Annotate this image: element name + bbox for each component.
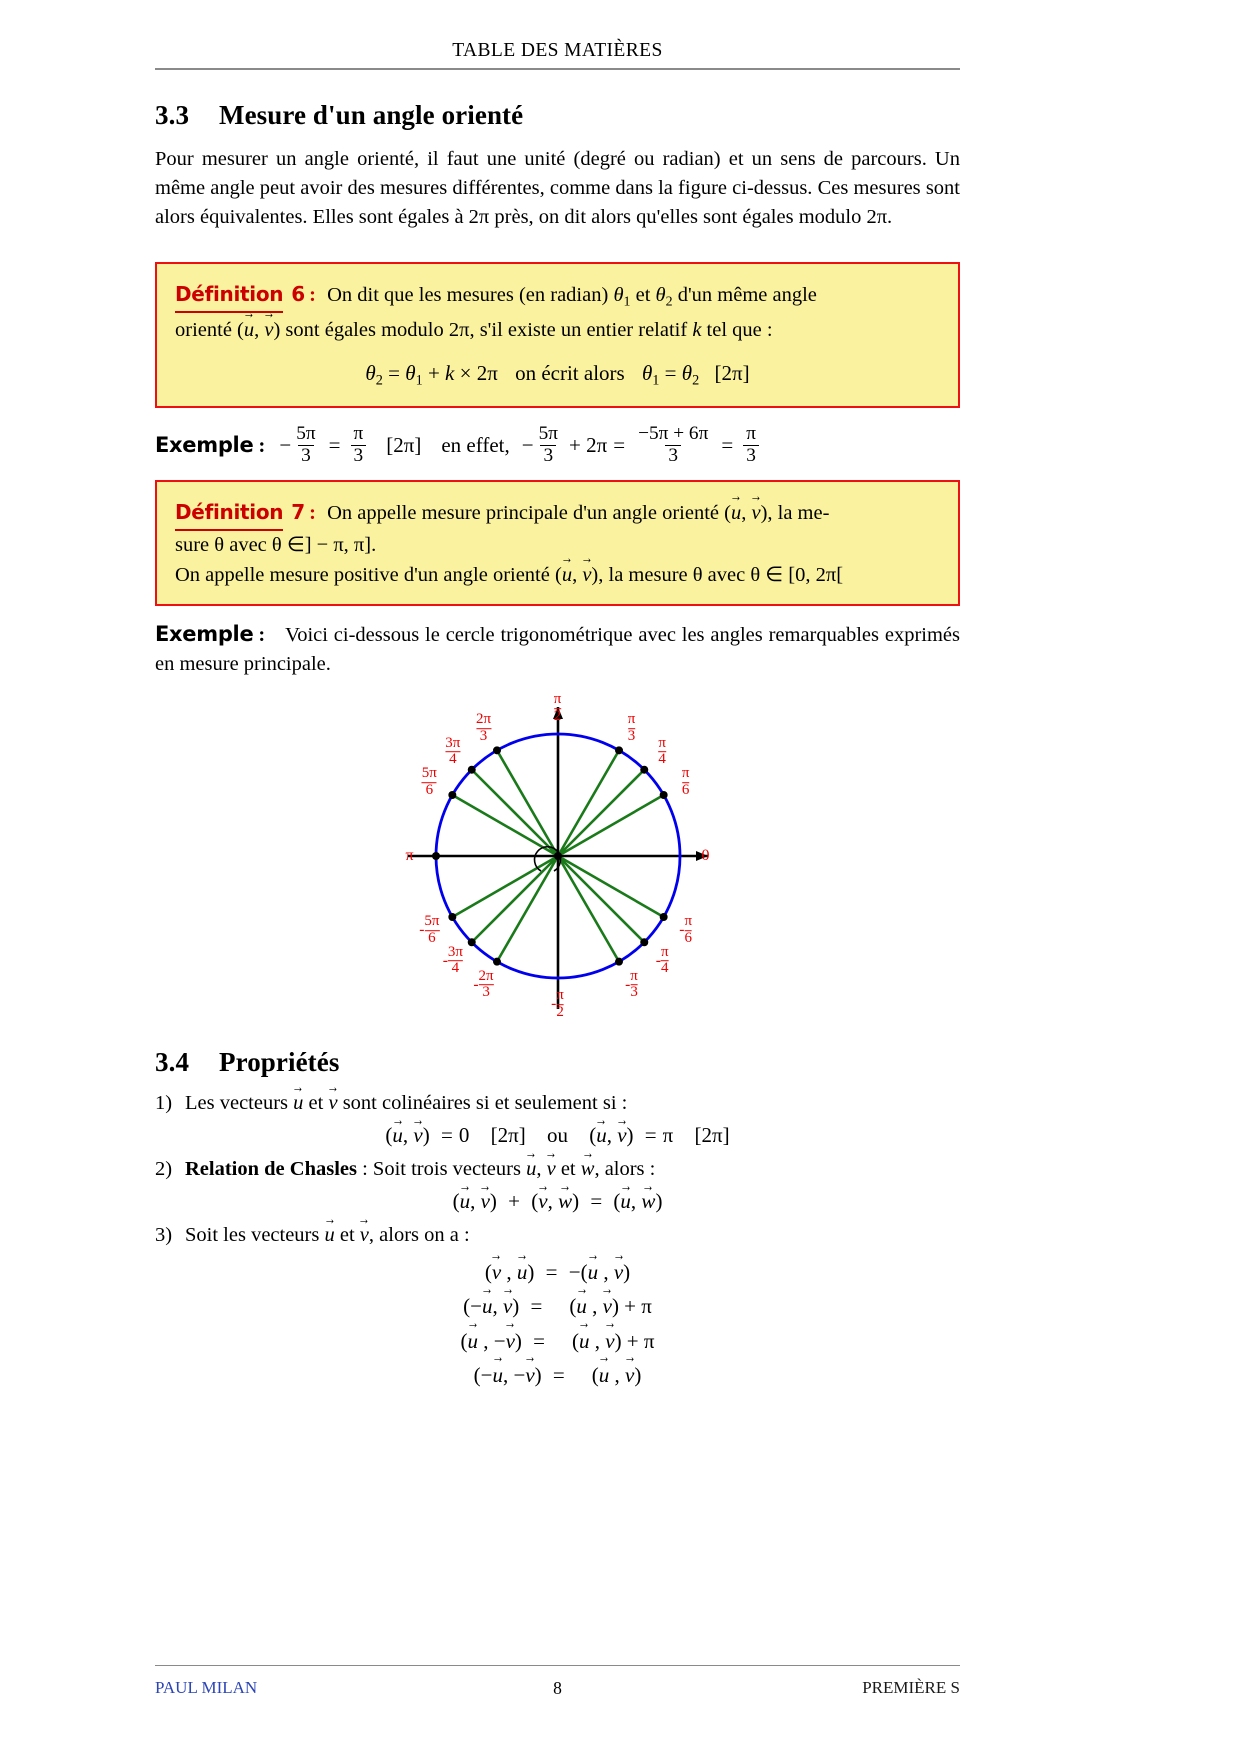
example-1-plus-2pi: + 2π xyxy=(569,432,608,457)
point-5pi/6 xyxy=(448,791,456,799)
definition-6-line-1 xyxy=(175,278,940,314)
vector-u: u → xyxy=(562,561,572,591)
example-2-label: Exemple xyxy=(155,622,254,647)
eq-theta-1-right: θ xyxy=(641,360,653,385)
footer-class: PREMIÈRE S xyxy=(862,1678,960,1697)
vector-w: w → xyxy=(641,1189,655,1214)
definition-7-text-a: On appelle mesure principale d'un angle orienté ( xyxy=(327,501,731,524)
definition-6-equation xyxy=(175,357,940,392)
trig-circle-svg xyxy=(378,691,738,1021)
vector-v: v → xyxy=(547,1158,556,1181)
angle-label--pi/2: - $\frac{\pi}{2}$ xyxy=(551,987,564,1020)
paren-open-3: ( xyxy=(613,1189,621,1214)
comma-2: , xyxy=(606,1123,618,1148)
definition-6-number: 6 xyxy=(291,282,306,307)
point--pi/6 xyxy=(659,913,667,921)
modulo-1: [2π] xyxy=(490,1123,526,1148)
definition-7-box xyxy=(155,480,960,606)
property-3-equation-row: (v → , u →) = −(u → , v →) xyxy=(155,1255,960,1289)
paren-close: ) xyxy=(489,1189,497,1214)
property-3-equation-row: (−u →, −v →) = (u → , v →) xyxy=(155,1358,960,1392)
vector-u: u → xyxy=(526,1158,536,1181)
origin-point xyxy=(554,852,562,860)
definition-6-text-b: et xyxy=(630,284,656,307)
property-1 xyxy=(155,1092,960,1115)
comma-2: , xyxy=(547,1189,559,1214)
fraction-sum-3 xyxy=(635,424,711,466)
value-zero: 0 xyxy=(458,1123,470,1148)
page-header xyxy=(155,40,960,62)
eq-k: k xyxy=(445,360,455,385)
definition-7-number: 7 xyxy=(291,499,306,524)
angle-label-pi/4: $\frac{\pi}{4}$ xyxy=(658,735,666,768)
definition-6-label: Définition xyxy=(175,278,283,313)
theta-1: θ xyxy=(613,284,624,307)
vector-v: v → xyxy=(360,1224,369,1247)
eq-theta-2-sub: 2 xyxy=(375,372,383,389)
sep-1: , xyxy=(536,1158,547,1181)
equals: = xyxy=(590,1189,603,1214)
property-3-equation-row: (−u →, v →) = (u → , v →) + π xyxy=(155,1289,960,1323)
paren-close-2: ) xyxy=(626,1123,634,1148)
fraction-denominator: 3 xyxy=(351,445,367,466)
definition-7-text-c: On appelle mesure positive d'un angle orienté ( xyxy=(175,563,562,586)
section-heading-3-3 xyxy=(155,100,960,131)
angle-label-5pi/6: $\frac{5\pi}{6}$ xyxy=(421,765,437,798)
variable-k: k xyxy=(692,319,702,342)
point-pi/3 xyxy=(615,747,623,755)
section-heading-3-4 xyxy=(155,1047,960,1078)
vector-u: u → xyxy=(460,1189,471,1214)
vector-u: u → xyxy=(392,1123,403,1148)
eq-equals-2: = xyxy=(664,360,677,385)
definition-6-text-e: ) sont égales modulo 2π, s'il existe un entier relatif xyxy=(273,319,693,342)
comma: , xyxy=(402,1123,414,1148)
ou-connector: ou xyxy=(546,1123,568,1148)
angle-label-pi/3: $\frac{\pi}{3}$ xyxy=(627,711,636,744)
eq-times: × xyxy=(459,360,472,385)
property-2-text-a: : Soit trois vecteurs xyxy=(356,1158,527,1181)
example-1-minus-2: − xyxy=(521,432,534,457)
fraction-denominator: 3 xyxy=(298,445,314,466)
section-number: 3.3 xyxy=(155,100,190,130)
definition-6-text-c: d'un même angle xyxy=(672,284,817,307)
paren-close-2: ) xyxy=(572,1189,580,1214)
paren-open: ( xyxy=(385,1123,393,1148)
vector-v: v → xyxy=(264,314,273,347)
vector-u: u → xyxy=(731,497,741,530)
fraction-numerator: 5π xyxy=(538,423,559,445)
definition-6-text-f: tel que : xyxy=(701,319,773,342)
eq-theta-2-right-sub: 2 xyxy=(692,372,700,389)
header-title: TABLE DES MATIÈRES xyxy=(452,40,663,61)
page-content xyxy=(155,100,960,1392)
definition-6-colon: : xyxy=(309,284,316,307)
angle-label--pi/3: - $\frac{\pi}{3}$ xyxy=(625,967,638,1001)
equals-2: = xyxy=(644,1123,657,1148)
modulo-2: [2π] xyxy=(694,1123,730,1148)
definition-7-line-2: sure θ avec θ ∈] − π, π]. xyxy=(175,533,377,556)
footer-divider xyxy=(155,1665,960,1666)
angle-label--3pi/4: - $\frac{3\pi}{4}$ xyxy=(442,944,463,977)
plus: + xyxy=(508,1189,520,1214)
comma-3: , xyxy=(630,1189,642,1214)
property-3-text-b: , alors on a : xyxy=(368,1224,470,1247)
example-1-equals-2: = xyxy=(613,432,626,457)
theta-2: θ xyxy=(655,284,666,307)
eq-plus: + xyxy=(427,360,440,385)
fraction-pi-3 xyxy=(351,424,367,466)
property-2 xyxy=(155,1158,960,1181)
property-3-equation-row: (u → , −v →) = (u → , v →) + π xyxy=(155,1324,960,1358)
definition-7-comma-2: , xyxy=(572,563,583,586)
section-number: 3.4 xyxy=(155,1047,190,1078)
point-pi/4 xyxy=(640,766,648,774)
point--5pi/6 xyxy=(448,913,456,921)
paren-open-2: ( xyxy=(589,1123,597,1148)
point-3pi/4 xyxy=(467,766,475,774)
eq-theta-2-right: θ xyxy=(681,360,693,385)
eq-equals-1: = xyxy=(388,360,400,385)
eq-connector-text: on écrit alors xyxy=(515,360,625,385)
vector-v: v → xyxy=(481,1189,490,1214)
fraction-denominator: 3 xyxy=(743,445,759,466)
point--pi/4 xyxy=(640,939,648,947)
vector-u: u → xyxy=(596,1123,607,1148)
example-1-equals-3: = xyxy=(721,432,734,457)
value-pi: π xyxy=(662,1123,674,1148)
eq-theta-2: θ xyxy=(365,360,376,385)
footer-page-number: 8 xyxy=(553,1678,562,1698)
eq-theta-1: θ xyxy=(405,360,416,385)
definition-7-label: Définition xyxy=(175,496,283,531)
definition-6-text-a: On dit que les mesures (en radian) xyxy=(327,284,614,307)
page-title: Mesure d'un angle orienté xyxy=(219,100,524,130)
fraction-numerator: π xyxy=(746,423,756,445)
fraction-denominator: 3 xyxy=(665,445,681,466)
section-title: Propriétés xyxy=(219,1047,340,1078)
point--2pi/3 xyxy=(493,958,501,966)
vector-u: u → xyxy=(293,1092,303,1115)
sep-2: et xyxy=(555,1158,581,1181)
property-2-text-b: , alors : xyxy=(594,1158,656,1181)
eq-two-pi: 2π xyxy=(476,360,498,385)
vector-u: u → xyxy=(325,1224,335,1247)
theta-1-subscript: 1 xyxy=(623,294,631,310)
fraction-numerator: 5π xyxy=(296,423,316,445)
vector-v: v → xyxy=(413,1123,422,1148)
example-1-colon: : xyxy=(258,432,266,457)
property-3-equation-list xyxy=(155,1255,960,1391)
fraction-numerator: π xyxy=(353,423,364,445)
angle-label-pi/6: $\frac{\pi}{6}$ xyxy=(681,765,690,798)
definition-6-line-2 xyxy=(175,314,940,347)
property-1-text-a: Les vecteurs xyxy=(185,1092,294,1115)
comma: , xyxy=(470,1189,481,1214)
property-1-text-b: sont colinéaires si et seulement si : xyxy=(337,1092,628,1115)
fraction-denominator: 3 xyxy=(540,445,556,466)
angle-label--pi/6: - $\frac{\pi}{6}$ xyxy=(679,913,693,946)
angle-label-0: 0 xyxy=(701,847,710,865)
intro-paragraph: Pour mesurer un angle orienté, il faut une unité (degré ou radian) et un sens de parcours. Un même angle peut avoir des mesures différentes, comme dans la figure ci-dessus. Ces mesures sont alors équivalentes. Elles sont égales à 2π près, on dit alors qu'elles sont égales modulo 2π. xyxy=(155,148,960,229)
definition-7-comma: , xyxy=(741,501,752,524)
angle-label-pi: π xyxy=(405,847,414,865)
paren-open: ( xyxy=(452,1189,460,1214)
definition-6-text-d: orienté ( xyxy=(175,319,244,342)
definition-7-line-3 xyxy=(175,561,940,591)
chasles-relation-label: Relation de Chasles xyxy=(185,1158,357,1181)
page-footer xyxy=(155,1678,960,1704)
angle-label-2pi/3: $\frac{2\pi}{3}$ xyxy=(475,711,492,744)
vector-v: v → xyxy=(328,1092,337,1115)
point-pi xyxy=(432,852,440,860)
vector-w: w → xyxy=(581,1158,595,1181)
example-2-text: Voici ci-dessous le cercle trigonométrique avec les angles remarquables exprimés en mesure principale. xyxy=(155,624,960,676)
property-3-index: 3) xyxy=(155,1224,173,1247)
header-divider xyxy=(155,68,960,70)
property-2-equation xyxy=(155,1189,960,1214)
vector-v: v → xyxy=(582,561,591,591)
example-2-colon: : xyxy=(258,624,266,647)
angle-label--2pi/3: - $\frac{2\pi}{3}$ xyxy=(473,967,494,1001)
point-pi/6 xyxy=(659,791,667,799)
example-1-modulo: [2π] xyxy=(386,432,422,457)
paren-close: ) xyxy=(422,1123,430,1148)
vector-u: u → xyxy=(620,1189,631,1214)
angle-label--5pi/6: - $\frac{5\pi}{6}$ xyxy=(419,913,440,946)
vector-v: v → xyxy=(538,1189,547,1214)
eq-theta-1-right-sub: 1 xyxy=(652,372,660,389)
eq-theta-1-sub: 1 xyxy=(415,372,423,389)
property-3-text-a: Soit les vecteurs xyxy=(185,1224,325,1247)
fraction-numerator: −5π + 6π xyxy=(638,423,709,445)
example-2 xyxy=(155,620,960,679)
angle-label-3pi/4: $\frac{3\pi}{4}$ xyxy=(445,735,461,768)
property-3 xyxy=(155,1224,960,1247)
example-1-minus: − xyxy=(279,432,292,457)
definition-7-text-d: ), la mesure θ avec θ ∈ [0, 2π[ xyxy=(591,563,844,586)
definition-6-box xyxy=(155,262,960,408)
paren-open-2: ( xyxy=(531,1189,539,1214)
property-1-index: 1) xyxy=(155,1092,173,1115)
vector-w: w → xyxy=(558,1189,572,1214)
trig-circle-figure xyxy=(155,691,960,1021)
point-2pi/3 xyxy=(493,747,501,755)
property-3-mid: et xyxy=(334,1224,360,1247)
definition-7-text-b: ), la me- xyxy=(760,501,830,524)
fraction-pi-3-b xyxy=(743,424,759,466)
angle-label--pi/4: - $\frac{\pi}{4}$ xyxy=(655,944,669,977)
paren-close-3: ) xyxy=(655,1189,663,1214)
eq-modulo: [2π] xyxy=(714,360,750,385)
equals: = xyxy=(441,1123,453,1148)
vector-v: v → xyxy=(751,497,760,530)
point--3pi/4 xyxy=(467,939,475,947)
definition-6-comma: , xyxy=(254,319,265,342)
point--pi/3 xyxy=(615,958,623,966)
fraction-5pi-3 xyxy=(293,424,318,466)
property-1-equation xyxy=(155,1123,960,1148)
example-1-text: en effet, xyxy=(441,432,510,457)
property-2-index: 2) xyxy=(155,1158,173,1181)
fraction-5pi-3-b xyxy=(536,424,561,466)
vector-u: u → xyxy=(244,314,254,347)
footer-author: PAUL MILAN xyxy=(155,1678,258,1697)
angle-label-pi/2: $\frac{\pi}{2}$ xyxy=(553,691,562,724)
definition-7-line-1 xyxy=(175,496,940,531)
example-1-equals: = xyxy=(328,432,341,457)
vector-v: v → xyxy=(617,1123,626,1148)
theta-2-subscript: 2 xyxy=(665,294,673,310)
property-1-mid: et xyxy=(303,1092,329,1115)
definition-7-colon: : xyxy=(309,501,316,524)
example-1 xyxy=(155,424,960,466)
example-1-label: Exemple xyxy=(155,433,254,458)
